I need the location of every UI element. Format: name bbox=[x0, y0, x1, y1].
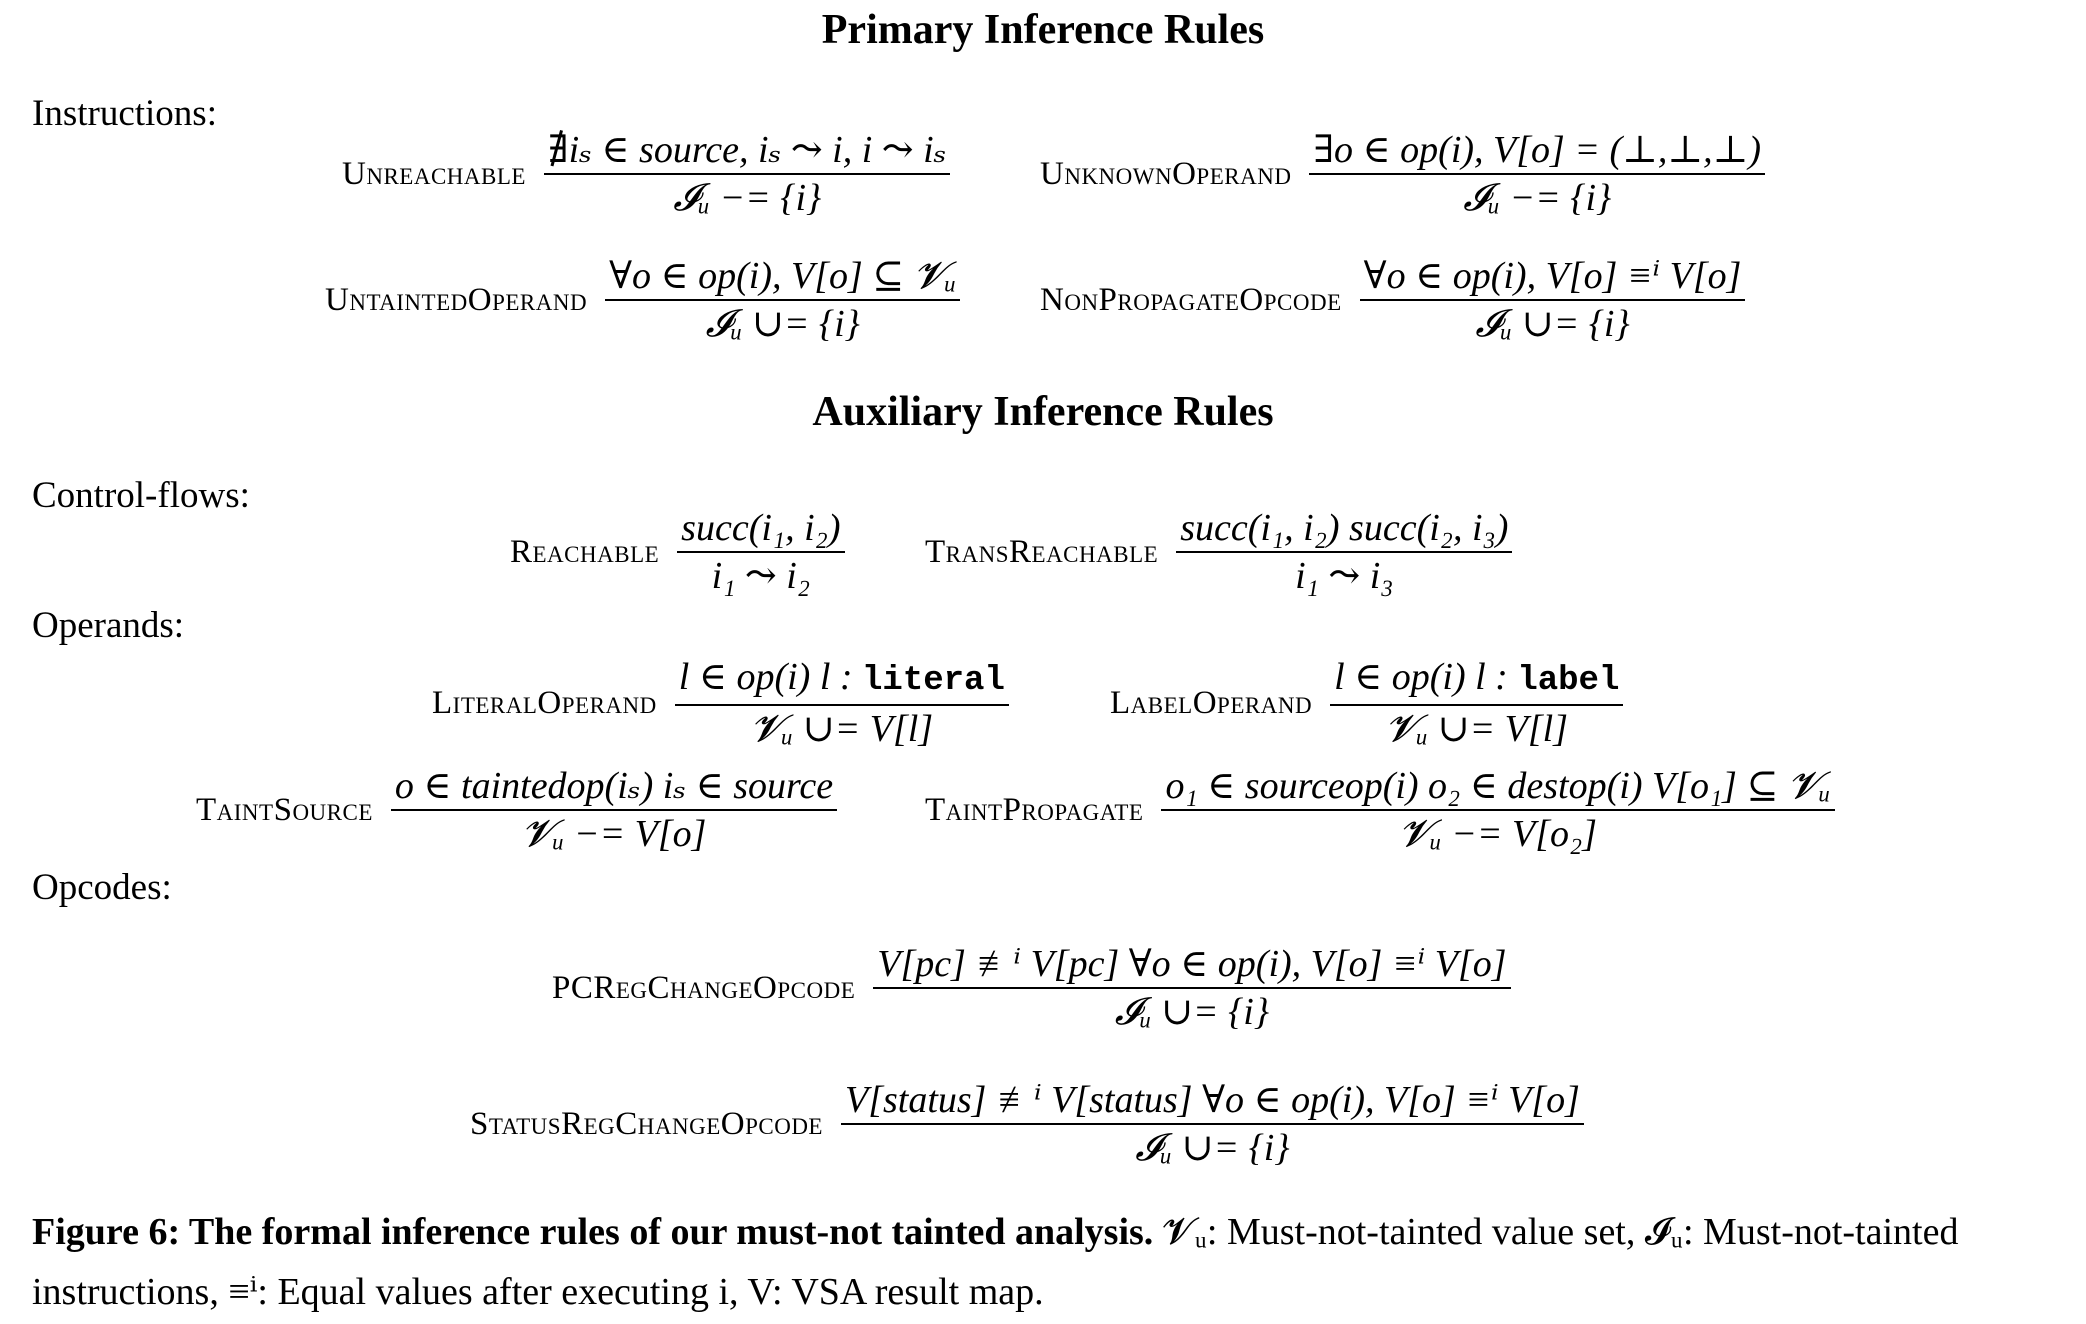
rule-name: Unreachable bbox=[342, 155, 526, 192]
rule-name: LiteralOperand bbox=[432, 684, 657, 721]
premise-keyword: label bbox=[1517, 662, 1620, 700]
rule-premise bbox=[675, 655, 1009, 706]
rule-fraction bbox=[1330, 655, 1623, 751]
rule-conclusion: 𝓥ᵤ −= V[o₂] bbox=[1398, 813, 1598, 855]
rule-trans-reachable bbox=[925, 506, 1512, 598]
rule-conclusion: 𝓘ᵤ ∪= {i} bbox=[705, 303, 860, 345]
premise-keyword: literal bbox=[862, 662, 1005, 700]
caption-title: Figure 6: The formal inference rules of our must-not tainted analysis. bbox=[32, 1211, 1154, 1253]
section-opcodes: Opcodes: bbox=[32, 867, 172, 908]
rule-fraction bbox=[544, 128, 951, 220]
rule-name: TaintPropagate bbox=[925, 791, 1144, 828]
rule-premise: succ(i₁, i₂) bbox=[677, 506, 844, 553]
rule-premise: o₁ ∈ sourceop(i) o₂ ∈ destop(i) V[o₁] ⊆ 𝓥ᵤ bbox=[1161, 764, 1834, 811]
rule-conclusion: 𝓘ᵤ −= {i} bbox=[673, 177, 822, 219]
rule-untainted-operand bbox=[325, 254, 960, 346]
rule-conclusion: 𝓘ᵤ −= {i} bbox=[1463, 177, 1612, 219]
section-control-flows: Control-flows: bbox=[32, 475, 250, 516]
rule-premise: ∀o ∈ op(i), V[o] ⊆ 𝓥ᵤ bbox=[605, 254, 960, 301]
rule-name: PCRegChangeOpcode bbox=[552, 969, 856, 1006]
rule-conclusion: 𝓥ᵤ ∪= V[l] bbox=[750, 708, 934, 750]
rule-unknown-operand bbox=[1040, 128, 1765, 220]
section-instructions: Instructions: bbox=[32, 93, 217, 134]
rule-fraction bbox=[1161, 764, 1834, 856]
rule-conclusion: 𝓘ᵤ ∪= {i} bbox=[1114, 991, 1270, 1033]
rule-conclusion: i₁ ⤳ i₃ bbox=[1295, 555, 1394, 597]
rule-status-reg-change-opcode bbox=[470, 1078, 1584, 1170]
rule-name: TransReachable bbox=[925, 533, 1159, 570]
section-operands: Operands: bbox=[32, 605, 185, 646]
rule-taint-source bbox=[196, 764, 837, 856]
auxiliary-rules-heading: Auxiliary Inference Rules bbox=[812, 389, 1274, 435]
rule-fraction bbox=[605, 254, 960, 346]
rule-fraction bbox=[391, 764, 837, 856]
caption-body: 𝓥ᵤ: Must-not-tainted value set, 𝓘ᵤ: Must-not-tainted instructions, ≡ⁱ: Equal values after executing i, V: VSA result map. bbox=[32, 1211, 1959, 1313]
rule-conclusion: 𝓘ᵤ ∪= {i} bbox=[1475, 303, 1630, 345]
rule-fraction bbox=[841, 1078, 1584, 1170]
rule-premise: succ(i₁, i₂) succ(i₂, i₃) bbox=[1176, 506, 1512, 553]
rule-premise: ∃o ∈ op(i), V[o] = (⊥,⊥,⊥) bbox=[1309, 128, 1765, 175]
premise-text: l ∈ op(i) l : bbox=[678, 656, 863, 698]
rule-name: LabelOperand bbox=[1110, 684, 1313, 721]
rule-premise: ∀o ∈ op(i), V[o] ≡ⁱ V[o] bbox=[1360, 254, 1746, 301]
rule-premise bbox=[1330, 655, 1623, 706]
rule-premise: ∄iₛ ∈ source, iₛ ⤳ i, i ⤳ iₛ bbox=[544, 128, 951, 175]
rule-premise: o ∈ taintedop(iₛ) iₛ ∈ source bbox=[391, 764, 837, 811]
rule-name: TaintSource bbox=[196, 791, 373, 828]
rule-conclusion: 𝓥ᵤ ∪= V[l] bbox=[1385, 708, 1569, 750]
rule-name: NonPropagateOpcode bbox=[1040, 281, 1342, 318]
rule-taint-propagate bbox=[925, 764, 1835, 856]
rule-fraction bbox=[1309, 128, 1765, 220]
rule-fraction bbox=[675, 655, 1009, 751]
rule-pc-reg-change-opcode bbox=[552, 942, 1511, 1034]
rule-conclusion: 𝓥ᵤ −= V[o] bbox=[521, 813, 707, 855]
rule-premise: V[pc] ≢ⁱ V[pc] ∀o ∈ op(i), V[o] ≡ⁱ V[o] bbox=[873, 942, 1510, 989]
rule-premise: V[status] ≢ⁱ V[status] ∀o ∈ op(i), V[o] ≡ⁱ V[o] bbox=[841, 1078, 1584, 1125]
rule-non-propagate-opcode bbox=[1040, 254, 1745, 346]
rule-reachable bbox=[510, 506, 845, 598]
rule-name: UnknownOperand bbox=[1040, 155, 1292, 192]
rule-conclusion: 𝓘ᵤ ∪= {i} bbox=[1135, 1127, 1290, 1169]
rule-name: Reachable bbox=[510, 533, 660, 570]
rule-label-operand bbox=[1110, 655, 1623, 751]
rule-fraction bbox=[677, 506, 844, 598]
primary-rules-heading: Primary Inference Rules bbox=[821, 7, 1265, 53]
rule-unreachable bbox=[342, 128, 950, 220]
rule-fraction bbox=[1176, 506, 1512, 598]
figure-caption bbox=[32, 1202, 2062, 1322]
premise-text: l ∈ op(i) l : bbox=[1334, 656, 1518, 698]
rule-name: StatusRegChangeOpcode bbox=[470, 1105, 823, 1142]
rule-name: UntaintedOperand bbox=[325, 281, 588, 318]
rule-fraction bbox=[1360, 254, 1746, 346]
rule-literal-operand bbox=[432, 655, 1009, 751]
rule-conclusion: i₁ ⤳ i₂ bbox=[711, 555, 811, 597]
rule-fraction bbox=[873, 942, 1510, 1034]
